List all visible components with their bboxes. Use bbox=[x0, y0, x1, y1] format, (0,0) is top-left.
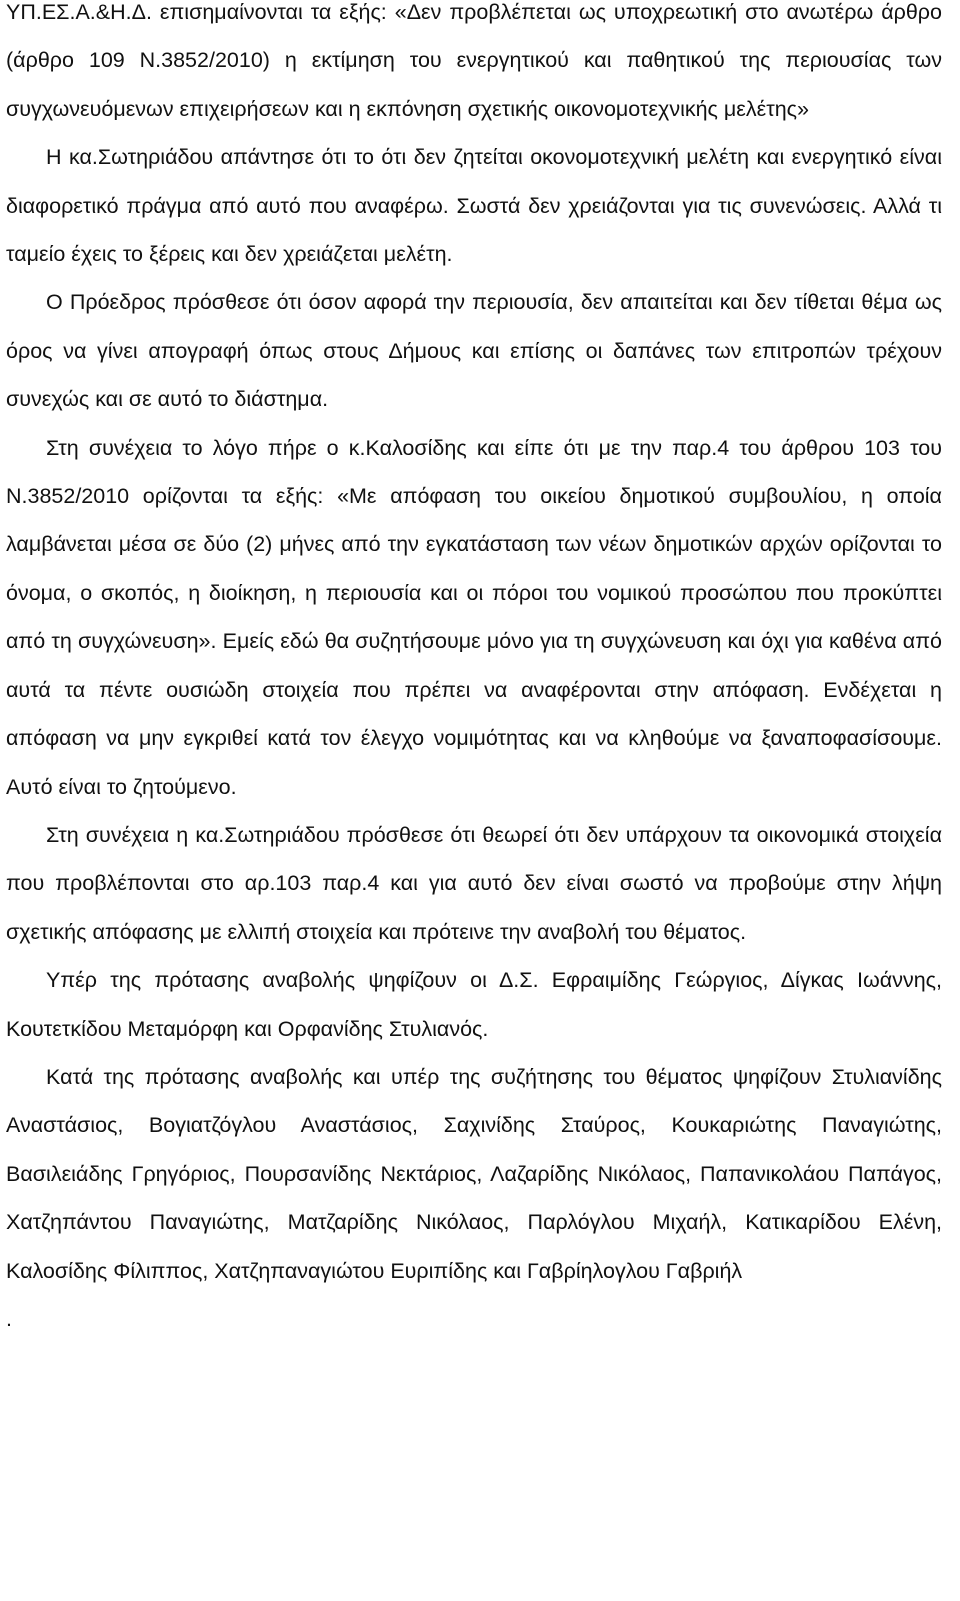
document-page bbox=[6, 0, 942, 1343]
paragraph-president-addition: Ο Πρόεδρος πρόσθεσε ότι όσον αφορά την περιουσία, δεν απαιτείται και δεν τίθεται θέμα ως όρος να γίνει απογραφή όπως στους Δήμους και επίσης οι δαπάνες των επιτροπών τρέχουν συνεχώς και σε αυτό το διάστημα. bbox=[6, 290, 942, 412]
paragraph-sotiriadou-proposal: Στη συνέχεια η κα.Σωτηριάδου πρόσθεσε ότι θεωρεί ότι δεν υπάρχουν τα οικονομικά στοιχεία που προβλέπονται στο αρ.103 παρ.4 και για αυτό δεν είναι σωστό να προβούμε στην λήψη σχετικής απόφασης με ελλιπή στοιχεία και πρότεινε την αναβολή του θέματος. bbox=[6, 822, 942, 944]
trailing-period: . bbox=[6, 1306, 12, 1331]
paragraph-kalosidis-statement: Στη συνέχεια το λόγο πήρε ο κ.Καλοσίδης και είπε ότι με την παρ.4 του άρθρου 103 του Ν.3852/2010 ορίζονται τα εξής: «Με απόφαση του οικείου δημοτικού συμβουλίου, η οποία λαμβάνεται μέσα σε δύο (2) μήνες από την εγκατάσταση των νέων δημοτικών αρχών ορίζονται το όνομα, ο σκοπός, η διοίκηση, η περιουσία και οι πόροι του νομικού προσώπου που προκύπτει από τη συγχώνευση». Εμείς εδώ θα συζητήσουμε μόνο για τη συγχώνευση και όχι για καθένα από αυτά τα πέντε ουσιώδη στοιχεία που πρέπει να αναφέρονται στην απόφαση. Ενδέχεται η απόφαση να μην εγκριθεί κατά τον έλεγχο νομιμότητας και να κληθούμε να ξαναποφασίσουμε. Αυτό είναι το ζητούμενο. bbox=[6, 435, 942, 799]
paragraph-ministry-note: ΥΠ.ΕΣ.Α.&Η.Δ. επισημαίνονται τα εξής: «Δεν προβλέπεται ως υποχρεωτική στο ανωτέρω άρθρο (άρθρο 109 Ν.3852/2010) η εκτίμηση του ενεργητικού και παθητικού της περιουσίας των συγχωνευόμενων επιχειρήσεων και η εκπόνηση σχετικής οικονομοτεχνικής μελέτης» bbox=[6, 0, 942, 121]
paragraph-votes-against-postponement: Κατά της πρότασης αναβολής και υπέρ της συζήτησης του θέματος ψηφίζουν Στυλιανίδης Αναστάσιος, Βογιατζόγλου Αναστάσιος, Σαχινίδης Σταύρος, Κουκαριώτης Παναγιώτης, Βασιλειάδης Γρηγόριος, Πουρσανίδης Νεκτάριος, Λαζαρίδης Νικόλαος, Παπανικολάου Παπάγος, Χατζηπάντου Παναγιώτης, Ματζαρίδης Νικόλαος, Παρλόγλου Μιχαήλ, Κατικαρίδου Ελένη, Καλοσίδης Φίλιππος, Χατζηπαναγιώτου Ευριπίδης και Γαβρίηλογλου Γαβριήλ bbox=[6, 1064, 942, 1283]
paragraph-sotiriadou-reply: Η κα.Σωτηριάδου απάντησε ότι το ότι δεν ζητείται οκονομοτεχνική μελέτη και ενεργητικό είναι διαφορετικό πράγμα από αυτό που αναφέρω. Σωστά δεν χρειάζονται για τις συνενώσεις. Αλλά τι ταμείο έχεις το ξέρεις και δεν χρειάζεται μελέτη. bbox=[6, 145, 942, 267]
paragraph-votes-for-postponement: Υπέρ της πρότασης αναβολής ψηφίζουν οι Δ.Σ. Εφραιμίδης Γεώργιος, Δίγκας Ιωάννης, Κουτετκίδου Μεταμόρφη και Ορφανίδης Στυλιανός. bbox=[6, 968, 942, 1041]
